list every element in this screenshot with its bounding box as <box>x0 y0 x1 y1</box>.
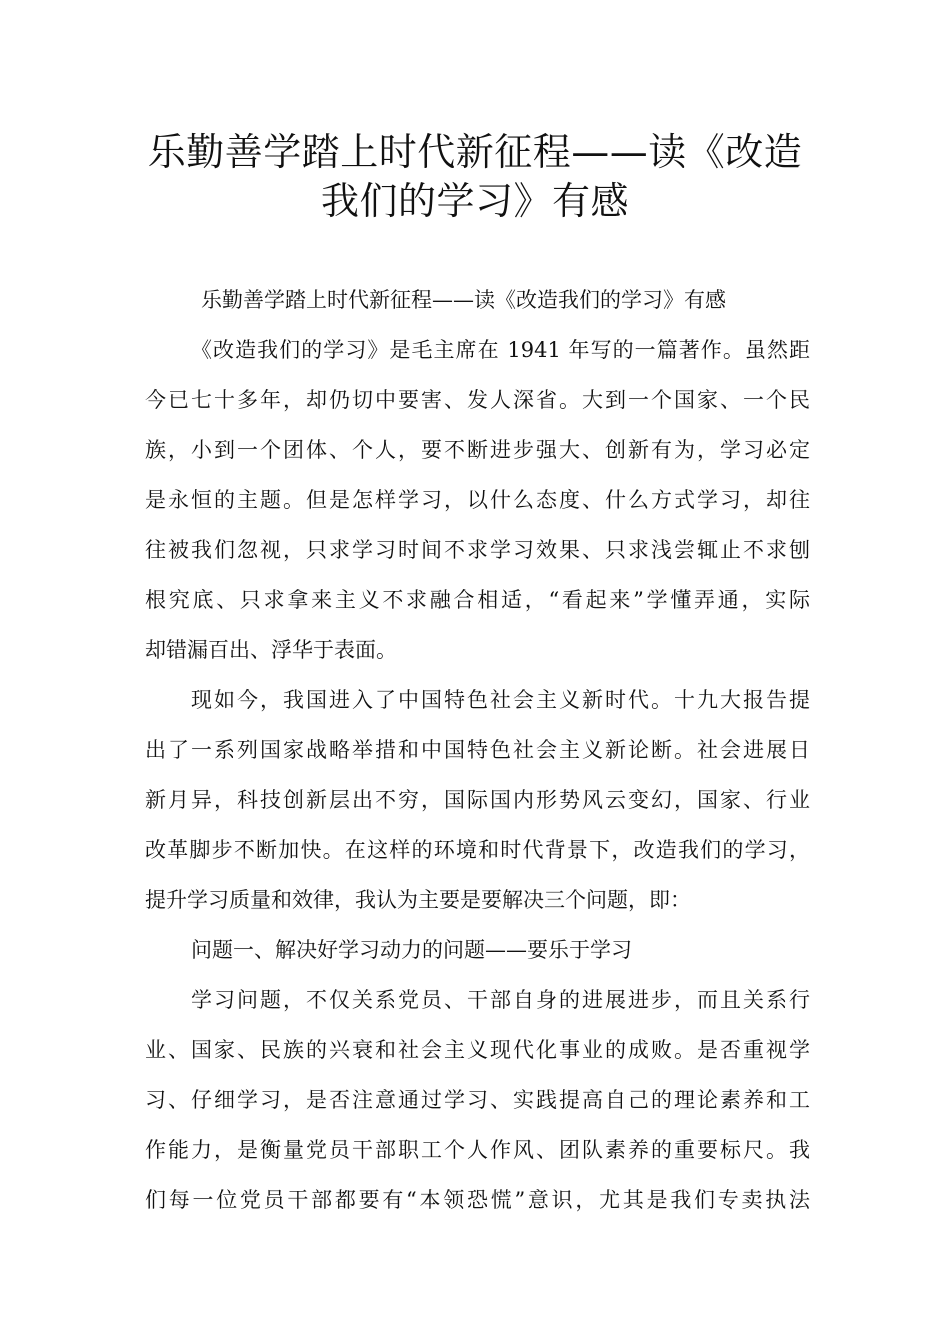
document-title <box>100 128 850 226</box>
paragraph-line: 《改造我们的学习》是毛主席在 1941 年写的一篇著作。虽然距 <box>191 338 810 362</box>
paragraph-line: 今已七十多年，却仍切中要害、发人深省。大到一个国家、一个民 <box>145 388 810 412</box>
paragraph-1 <box>145 332 810 682</box>
document-body <box>145 282 810 1232</box>
section-heading-1: 问题一、解决好学习动力的问题——要乐于学习 <box>191 938 632 962</box>
paragraph-line: 作能力，是衡量党员干部职工个人作风、团队素养的重要标尺。我 <box>145 1138 810 1162</box>
paragraph-3 <box>145 982 810 1232</box>
paragraph-line: 提升学习质量和效律，我认为主要是要解决三个问题，即： <box>145 888 691 912</box>
paragraph-line: 出了一系列国家战略举措和中国特色社会主义新论断。社会进展日 <box>145 738 810 762</box>
paragraph-line: 学习问题，不仅关系党员、干部自身的进展进步，而且关系行 <box>191 988 810 1012</box>
paragraph-line: 改革脚步不断加快。在这样的环境和时代背景下，改造我们的学习， <box>145 838 810 862</box>
title-line-2: 我们的学习》有感 <box>320 179 629 223</box>
paragraph-line: 现如今，我国进入了中国特色社会主义新时代。十九大报告提 <box>191 688 810 712</box>
paragraph-line: 习、仔细学习，是否注意通过学习、实践提高自己的理论素养和工 <box>145 1088 810 1112</box>
paragraph-line: 们每一位党员干部都要有“本领恐慌”意识，尤其是我们专卖执法 <box>145 1188 810 1212</box>
paragraph-line: 根究底、只求拿来主义不求融合相适，“看起来”学懂弄通，实际 <box>145 588 810 612</box>
title-line-1: 乐勤善学踏上时代新征程——读《改造 <box>147 130 803 174</box>
paragraph-line: 往被我们忽视，只求学习时间不求学习效果、只求浅尝辄止不求刨 <box>145 538 810 562</box>
paragraph-2 <box>145 682 810 932</box>
document-subtitle: 乐勤善学踏上时代新征程——读《改造我们的学习》有感 <box>201 288 726 312</box>
paragraph-line: 族，小到一个团体、个人，要不断进步强大、创新有为，学习必定 <box>145 438 810 462</box>
paragraph-line: 却错漏百出、浮华于表面。 <box>145 638 397 662</box>
paragraph-line: 是永恒的主题。但是怎样学习，以什么态度、什么方式学习，却往 <box>145 488 810 512</box>
paragraph-line: 新月异，科技创新层出不穷，国际国内形势风云变幻，国家、行业 <box>145 788 810 812</box>
paragraph-line: 业、国家、民族的兴衰和社会主义现代化事业的成败。是否重视学 <box>145 1038 810 1062</box>
